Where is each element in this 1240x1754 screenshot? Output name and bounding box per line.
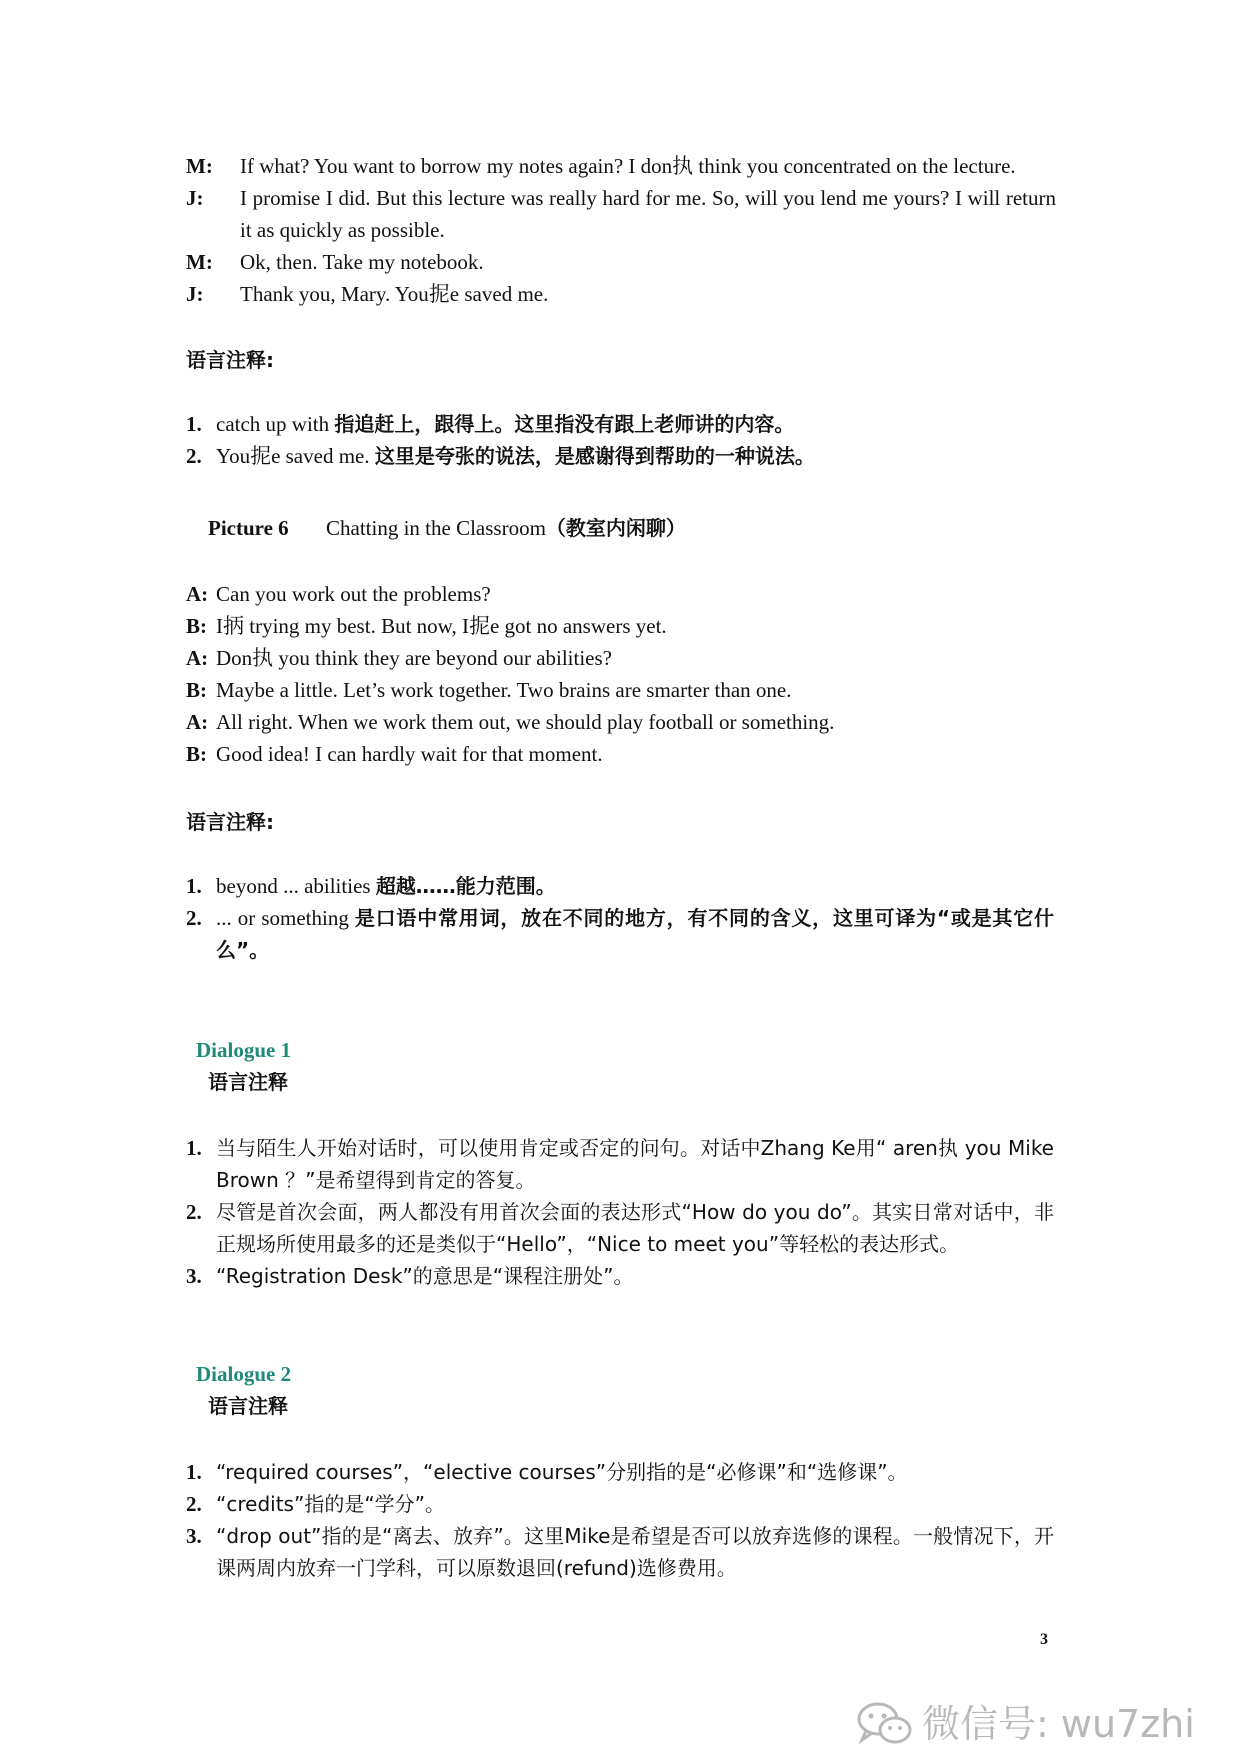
speaker: B: [186,614,207,638]
utterance: I promise I did. But this lecture was really hard for me. So, will you lend me yours? I will return it as quickly as possible. [240,186,1056,242]
dialogue-block [186,150,1056,310]
dialogue-line [186,610,1056,642]
note-item [186,1196,1054,1260]
note-english: catch up with [216,412,335,436]
note-text: “required courses”，“elective courses”分别指的是“必修课”和“选修课”。 [216,1460,908,1484]
note-item [186,1488,1054,1520]
dialogue-line [186,278,1056,310]
dialogue-line [186,738,1056,770]
utterance: I抦 trying my best. But now, I抳e got no answers yet. [216,614,667,638]
speaker: M: [186,154,213,178]
note-text: 尽管是首次会面，两人都没有用首次会面的表达形式“How do you do”。其实日常对话中，非正规场所使用最多的还是类似于“Hello”，“Nice to meet you”等轻松的表达形式。 [216,1200,1054,1256]
note-number: 2. [186,444,202,468]
dialogue-block [186,578,1056,770]
utterance: Can you work out the problems? [216,582,491,606]
dialogue-2-title: Dialogue 2 [196,1362,292,1386]
note-text: “drop out”指的是“离去、放弃”。这里Mike是希望是否可以放弃选修的课程。一般情况下，开课两周内放弃一门学科，可以原数退回(refund)选修费用。 [216,1524,1054,1580]
dialogue-2-notes-heading: 语言注释 [208,1394,288,1418]
note-number: 2. [186,1200,202,1224]
speaker: J: [186,282,204,306]
dialogue-line [186,674,1056,706]
utterance: Ok, then. Take my notebook. [240,250,484,274]
note-number: 2. [186,906,202,930]
note-number: 1. [186,1136,202,1160]
notes-list [186,870,1054,966]
utterance: All right. When we work them out, we should play football or something. [216,710,835,734]
watermark-text: 微信号: wu7zhi [922,1702,1195,1746]
note-item [186,1260,1054,1292]
note-item [186,1132,1054,1196]
speaker: A: [186,582,209,606]
speaker: B: [186,742,207,766]
note-chinese: 是口语中常用词，放在不同的地方，有不同的含义，这里可译为“或是其它什么”。 [216,906,1054,962]
note-item [186,440,1054,472]
utterance: Maybe a little. Let’s work together. Two brains are smarter than one. [216,678,792,702]
note-chinese: 这里是夸张的说法，是感谢得到帮助的一种说法。 [374,444,815,468]
note-item [186,870,1054,902]
speaker: A: [186,646,209,670]
dialogue-line [186,578,1056,610]
note-chinese: 指追赶上，跟得上。这里指没有跟上老师讲的内容。 [334,412,795,436]
watermark [856,1700,1195,1748]
picture-title [208,512,686,544]
note-item [186,408,1054,440]
note-number: 1. [186,412,202,436]
utterance: Don执 you think they are beyond our abilities? [216,646,612,670]
dialogue-1-title: Dialogue 1 [196,1038,292,1062]
picture-title-cn: （教室内闲聊） [545,516,686,540]
dialogue-line [186,182,1056,246]
utterance: If what? You want to borrow my notes again? I don执 think you concentrated on the lecture. [240,154,1016,178]
speaker: J: [186,186,204,210]
note-number: 1. [186,874,202,898]
dialogue-1-notes [186,1132,1054,1292]
note-chinese: 超越……能力范围。 [375,874,556,898]
note-text: 当与陌生人开始对话时，可以使用肯定或否定的问句。对话中Zhang Ke用“ aren执 you Mike Brown ？”是希望得到肯定的答复。 [216,1136,1054,1192]
dialogue-line [186,706,1056,738]
note-text: “Registration Desk”的意思是“课程注册处”。 [216,1264,634,1288]
picture-label: Picture 6 [208,516,289,540]
dialogue-line [186,246,1056,278]
utterance: Good idea! I can hardly wait for that moment. [216,742,603,766]
wechat-icon [856,1700,914,1748]
note-item [186,902,1054,966]
note-english: ... or something [216,906,355,930]
dialogue-line [186,642,1056,674]
speaker: M: [186,250,213,274]
dialogue-1-notes-heading: 语言注释 [208,1070,288,1094]
speaker: B: [186,678,207,702]
note-text: “credits”指的是“学分”。 [216,1492,446,1516]
notes-heading: 语言注释: [186,810,274,834]
notes-heading: 语言注释: [186,348,274,372]
utterance: Thank you, Mary. You抳e saved me. [240,282,549,306]
note-number: 1. [186,1460,202,1484]
note-english: You抳e saved me. [216,444,375,468]
speaker: A: [186,710,209,734]
dialogue-2-notes [186,1456,1054,1584]
note-item [186,1456,1054,1488]
notes-list [186,408,1054,472]
picture-title-en: Chatting in the Classroom [326,516,546,540]
note-english: beyond ... abilities [216,874,376,898]
note-number: 3. [186,1264,202,1288]
dialogue-line [186,150,1056,182]
note-item [186,1520,1054,1584]
page-number: 3 [1040,1631,1048,1648]
note-number: 2. [186,1492,202,1516]
note-number: 3. [186,1524,202,1548]
